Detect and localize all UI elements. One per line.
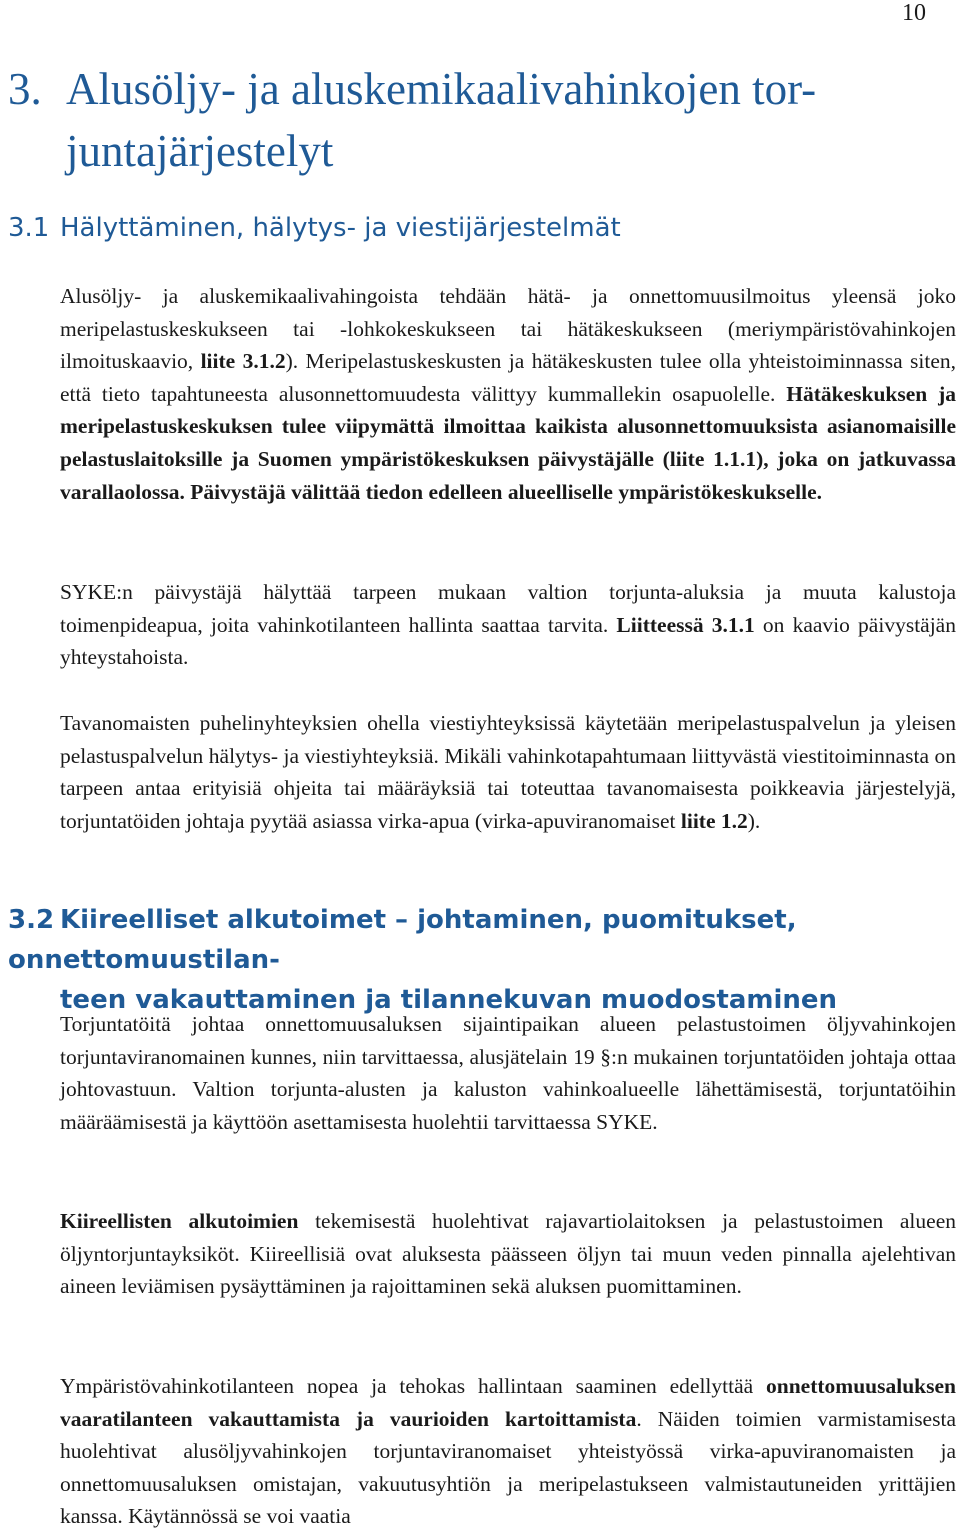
section-title: Hälyttäminen, hälytys- ja viestijärjestelmät bbox=[60, 213, 621, 243]
section-title-line2: teen vakauttaminen ja tilannekuvan muodostaminen bbox=[60, 985, 838, 1015]
appendix-reference: Liitteessä 3.1.1 bbox=[616, 612, 755, 637]
section-number: 3.2 bbox=[8, 905, 55, 935]
paragraph-6 bbox=[60, 1370, 956, 1533]
section-number: 3.1 bbox=[8, 213, 50, 243]
chapter-number: 3. bbox=[8, 64, 42, 114]
section-heading-3-2 bbox=[8, 900, 953, 1020]
appendix-reference: liite 3.1.2 bbox=[200, 349, 286, 374]
appendix-reference: liite 1.2 bbox=[680, 808, 748, 833]
chapter-title-line1: Alusöljy- ja aluskemikaalivahinkojen tor- bbox=[66, 64, 817, 114]
paragraph-3 bbox=[60, 707, 956, 837]
paragraph-4 bbox=[60, 1008, 956, 1138]
paragraph-text: Alusöljy- ja aluskemikaalivahingoista tehdään hätä- ja onnettomuusilmoitus yleensä joko meripelastuskeskukseen tai -lohkokeskukseen tai hätäkeskukseen (meriympäristövahinkojen ilmoituskaavio, bbox=[60, 284, 956, 374]
paragraph-text: . Näiden toimien varmistamisesta huolehtivat alusöljyvahinkojen torjuntaviranomaiset yhteistyössä virka-apuviranomaisten ja onnettomuusaluksen omistajan, vakuutusyhtiön ja meripelastukseen valmistautuneiden yrittäjien kanssa. Käytännössä se voi vaatia bbox=[60, 1406, 956, 1529]
paragraph-1 bbox=[60, 280, 956, 508]
emphasis-text: onnettomuusaluksen vaaratilanteen vakauttamista ja vaurioiden kartoittamista bbox=[60, 1374, 956, 1431]
paragraph-text: ). bbox=[747, 808, 761, 833]
section-heading-3-1 bbox=[8, 208, 953, 248]
chapter-heading bbox=[8, 58, 953, 182]
paragraph-text: Ympäristövahinkotilanteen nopea ja tehokas hallintaan saaminen edellyttää bbox=[60, 1374, 767, 1398]
paragraph-text: SYKE:n päivystäjä hälyttää tarpeen mukaan valtion torjunta-aluksia ja muuta kalustoja toimenpideapua, joita vahinkotilanteen hallinta saattaa tarvita. bbox=[60, 580, 956, 637]
paragraph-text: Torjuntatöitä johtaa onnettomuusaluksen sijaintipaikan alueen pelastustoimen öljyvahinkojen torjuntaviranomainen kunnes, niin tarvittaessa, alusjätelain 19 §:n mukainen torjuntatöiden johtaja ottaa johtovastuun. Valtion torjunta-alusten ja kaluston vahinkoalueelle lähettämisestä, torjuntatöihin määräämisestä ja käyttöön asettamisesta huolehtii tarvittaessa SYKE. bbox=[60, 1012, 956, 1134]
emphasis-text: Kiireellisten alkutoimien bbox=[60, 1209, 299, 1233]
paragraph-text: ). Meripelastuskeskusten ja hätäkeskusten tulee olla yhteistoiminnassa siten, että tieto tapahtuneesta alusonnettomuudesta välittyy kummallekin osapuolelle. bbox=[60, 349, 957, 406]
page-number: 10 bbox=[902, 0, 926, 26]
paragraph-5 bbox=[60, 1205, 956, 1303]
emphasis-text: Hätäkeskuksen ja meripelastuskeskuksen tulee viipymättä ilmoittaa kaikista alusonnettomuuksista asianomaisille pelastuslaitoksille ja Suomen ympäristökeskuksen päivystäjälle (liite 1.1.1), joka on jatkuvassa varallaolossa. Päivystäjä välittää tiedon edelleen alueelliselle ympäristökeskukselle. bbox=[60, 381, 956, 504]
chapter-title-line2: juntajärjestelyt bbox=[66, 126, 334, 176]
paragraph-text: on kaavio päivystäjän yhteystahoista. bbox=[60, 612, 956, 670]
section-title-line1: Kiireelliset alkutoimet – johtaminen, puomitukset, onnettomuustilan- bbox=[8, 905, 797, 975]
paragraph-text: Tavanomaisten puhelinyhteyksien ohella viestiyhteyksissä käytetään meripelastuspalvelun ja yleisen pelastuspalvelun hälytys- ja viestiyhteyksiä. Mikäli vahinkotapahtumaan liittyvästä viestitoiminnasta on tarpeen antaa erityisiä ohjeita tai määräyksiä tai toteuttaa tavanomaisesta poikkeavia järjestelyjä, torjuntatöiden johtaja pyytää asiassa virka-apua (virka-apuviranomaiset bbox=[60, 711, 956, 833]
paragraph-2 bbox=[60, 576, 956, 674]
paragraph-text: tekemisestä huolehtivat rajavartiolaitoksen ja pelastustoimen alueen öljyntorjuntayksiköt. Kiireellisiä ovat aluksesta päässeen öljyn tai muun veden pinnalla ajelehtivan aineen leviämisen pysäyttäminen ja rajoittaminen sekä aluksen puomittaminen. bbox=[60, 1209, 956, 1299]
